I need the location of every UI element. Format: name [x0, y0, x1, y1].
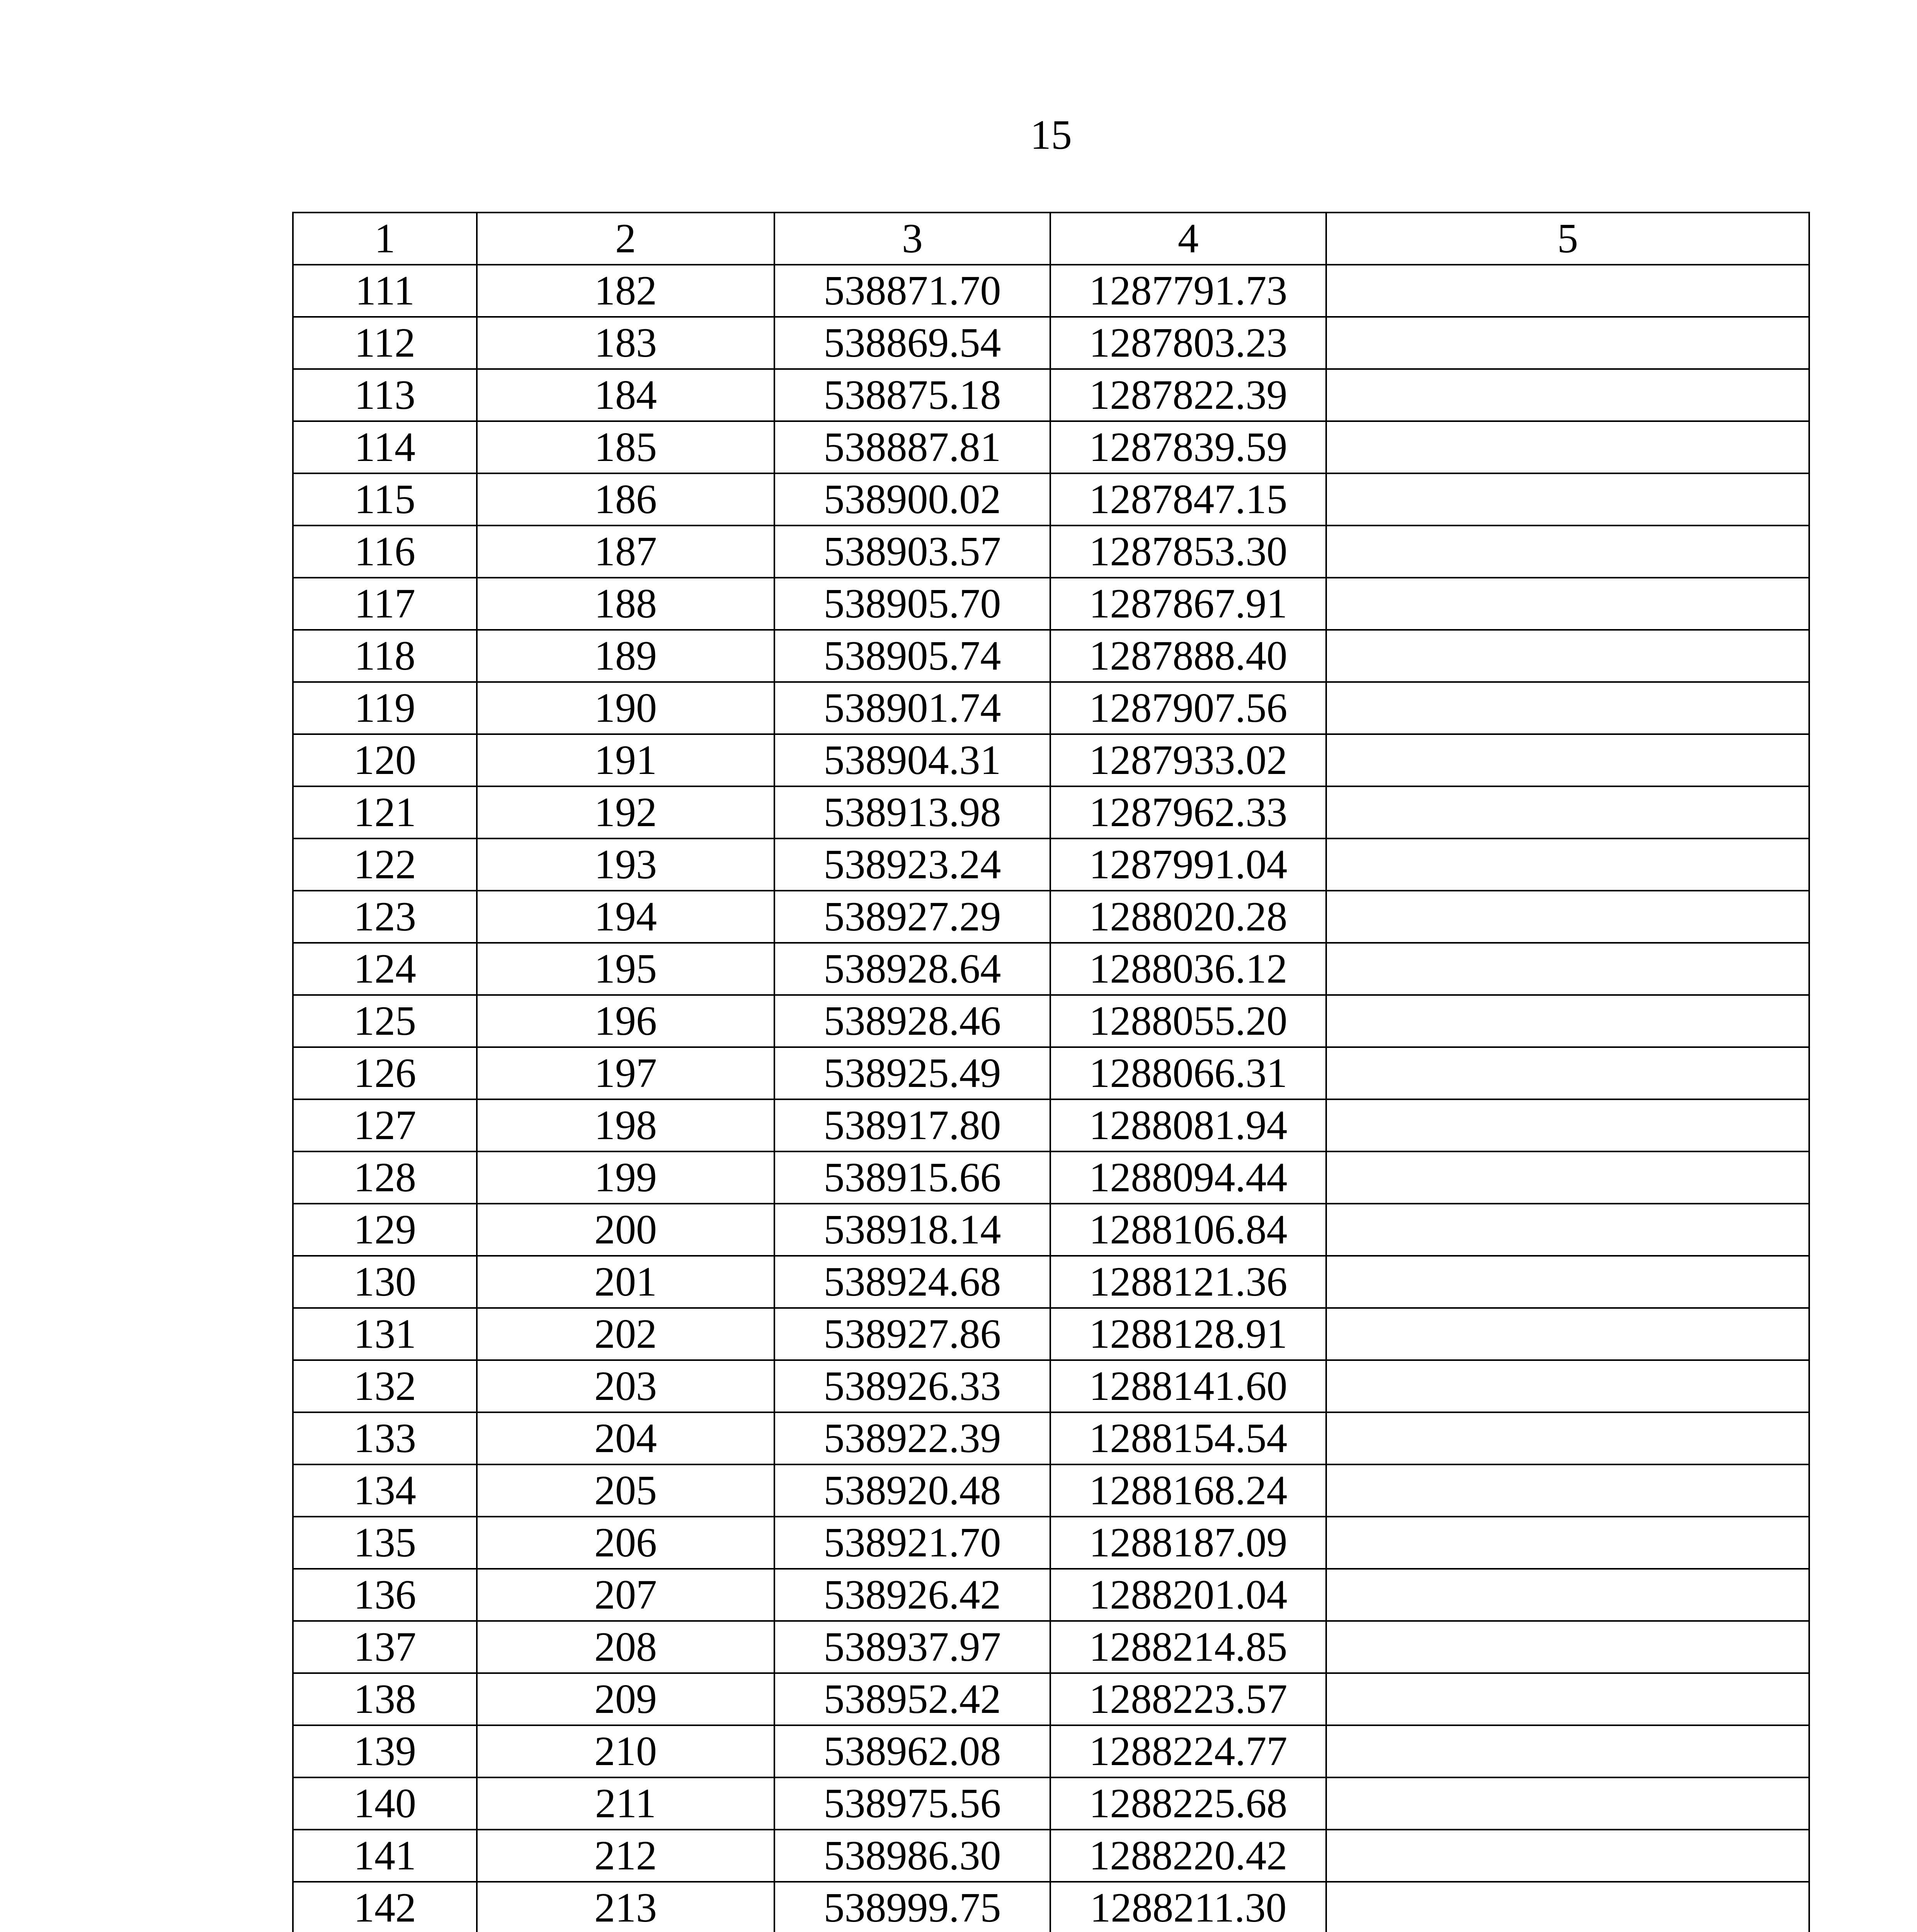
column-header-3: 3: [774, 213, 1050, 265]
cell-x-coordinate: 538901.74: [774, 682, 1050, 734]
cell-y-coordinate: 1288224.77: [1050, 1725, 1326, 1777]
cell-row-number: 123: [293, 891, 477, 943]
table-row: [293, 1621, 1809, 1673]
cell-y-coordinate: 1287907.56: [1050, 682, 1326, 734]
cell-x-coordinate: 538927.86: [774, 1308, 1050, 1360]
cell-note: [1326, 1830, 1809, 1882]
cell-note: [1326, 838, 1809, 891]
cell-row-number: 116: [293, 526, 477, 578]
table-row: [293, 1725, 1809, 1777]
cell-point-number: 207: [477, 1569, 774, 1621]
table-row: [293, 317, 1809, 369]
cell-x-coordinate: 538920.48: [774, 1464, 1050, 1517]
cell-point-number: 211: [477, 1777, 774, 1830]
cell-y-coordinate: 1288187.09: [1050, 1517, 1326, 1569]
cell-x-coordinate: 538922.39: [774, 1412, 1050, 1464]
cell-note: [1326, 1569, 1809, 1621]
cell-y-coordinate: 1287933.02: [1050, 734, 1326, 786]
column-header-1: 1: [293, 213, 477, 265]
cell-note: [1326, 786, 1809, 838]
table-row: [293, 1256, 1809, 1308]
cell-point-number: 187: [477, 526, 774, 578]
cell-note: [1326, 995, 1809, 1047]
cell-x-coordinate: 538917.80: [774, 1099, 1050, 1151]
cell-y-coordinate: 1288214.85: [1050, 1621, 1326, 1673]
table-row: [293, 630, 1809, 682]
cell-y-coordinate: 1287991.04: [1050, 838, 1326, 891]
cell-y-coordinate: 1288154.54: [1050, 1412, 1326, 1464]
table-row: [293, 421, 1809, 473]
cell-x-coordinate: 538952.42: [774, 1673, 1050, 1725]
cell-point-number: 197: [477, 1047, 774, 1099]
cell-row-number: 125: [293, 995, 477, 1047]
cell-point-number: 182: [477, 265, 774, 317]
cell-y-coordinate: 1288225.68: [1050, 1777, 1326, 1830]
cell-point-number: 186: [477, 473, 774, 526]
cell-y-coordinate: 1287853.30: [1050, 526, 1326, 578]
cell-y-coordinate: 1288036.12: [1050, 943, 1326, 995]
cell-point-number: 188: [477, 578, 774, 630]
cell-x-coordinate: 538875.18: [774, 369, 1050, 421]
table-row: [293, 265, 1809, 317]
cell-note: [1326, 1151, 1809, 1204]
coordinates-table: [292, 212, 1810, 1932]
cell-point-number: 203: [477, 1360, 774, 1412]
cell-x-coordinate: 538903.57: [774, 526, 1050, 578]
cell-note: [1326, 1308, 1809, 1360]
cell-y-coordinate: 1288081.94: [1050, 1099, 1326, 1151]
cell-x-coordinate: 538962.08: [774, 1725, 1050, 1777]
table-row: [293, 1464, 1809, 1517]
table-row: [293, 473, 1809, 526]
table-row: [293, 682, 1809, 734]
table-row: [293, 1569, 1809, 1621]
cell-x-coordinate: 538925.49: [774, 1047, 1050, 1099]
cell-y-coordinate: 1287839.59: [1050, 421, 1326, 473]
cell-x-coordinate: 538904.31: [774, 734, 1050, 786]
cell-note: [1326, 369, 1809, 421]
cell-note: [1326, 473, 1809, 526]
cell-x-coordinate: 538986.30: [774, 1830, 1050, 1882]
cell-x-coordinate: 538927.29: [774, 891, 1050, 943]
cell-point-number: 208: [477, 1621, 774, 1673]
cell-point-number: 196: [477, 995, 774, 1047]
cell-note: [1326, 630, 1809, 682]
cell-row-number: 131: [293, 1308, 477, 1360]
cell-point-number: 205: [477, 1464, 774, 1517]
cell-y-coordinate: 1288201.04: [1050, 1569, 1326, 1621]
cell-point-number: 206: [477, 1517, 774, 1569]
cell-x-coordinate: 538923.24: [774, 838, 1050, 891]
cell-y-coordinate: 1287962.33: [1050, 786, 1326, 838]
table-row: [293, 1360, 1809, 1412]
cell-point-number: 189: [477, 630, 774, 682]
cell-y-coordinate: 1287847.15: [1050, 473, 1326, 526]
cell-note: [1326, 734, 1809, 786]
cell-row-number: 119: [293, 682, 477, 734]
cell-point-number: 199: [477, 1151, 774, 1204]
cell-row-number: 126: [293, 1047, 477, 1099]
cell-x-coordinate: 538900.02: [774, 473, 1050, 526]
table-row: [293, 838, 1809, 891]
cell-point-number: 201: [477, 1256, 774, 1308]
cell-point-number: 194: [477, 891, 774, 943]
table-row: [293, 1412, 1809, 1464]
cell-y-coordinate: 1288220.42: [1050, 1830, 1326, 1882]
cell-point-number: 200: [477, 1204, 774, 1256]
cell-point-number: 184: [477, 369, 774, 421]
cell-note: [1326, 265, 1809, 317]
cell-y-coordinate: 1288106.84: [1050, 1204, 1326, 1256]
cell-row-number: 136: [293, 1569, 477, 1621]
column-header-5: 5: [1326, 213, 1809, 265]
table-row: [293, 943, 1809, 995]
cell-x-coordinate: 538905.70: [774, 578, 1050, 630]
cell-x-coordinate: 538937.97: [774, 1621, 1050, 1673]
cell-x-coordinate: 538913.98: [774, 786, 1050, 838]
cell-row-number: 138: [293, 1673, 477, 1725]
cell-row-number: 111: [293, 265, 477, 317]
cell-note: [1326, 1882, 1809, 1932]
table-row: [293, 1517, 1809, 1569]
cell-x-coordinate: 538928.46: [774, 995, 1050, 1047]
cell-note: [1326, 526, 1809, 578]
cell-note: [1326, 421, 1809, 473]
cell-note: [1326, 1673, 1809, 1725]
cell-x-coordinate: 538905.74: [774, 630, 1050, 682]
cell-x-coordinate: 538869.54: [774, 317, 1050, 369]
cell-note: [1326, 1099, 1809, 1151]
cell-y-coordinate: 1288128.91: [1050, 1308, 1326, 1360]
cell-note: [1326, 1360, 1809, 1412]
cell-note: [1326, 682, 1809, 734]
cell-point-number: 204: [477, 1412, 774, 1464]
cell-point-number: 190: [477, 682, 774, 734]
cell-y-coordinate: 1288211.30: [1050, 1882, 1326, 1932]
cell-note: [1326, 891, 1809, 943]
cell-x-coordinate: 538921.70: [774, 1517, 1050, 1569]
table-row: [293, 995, 1809, 1047]
cell-point-number: 213: [477, 1882, 774, 1932]
cell-note: [1326, 317, 1809, 369]
table-body: [293, 265, 1809, 1932]
cell-row-number: 113: [293, 369, 477, 421]
cell-y-coordinate: 1288168.24: [1050, 1464, 1326, 1517]
cell-note: [1326, 943, 1809, 995]
cell-point-number: 191: [477, 734, 774, 786]
cell-row-number: 115: [293, 473, 477, 526]
cell-x-coordinate: 538975.56: [774, 1777, 1050, 1830]
cell-note: [1326, 1256, 1809, 1308]
cell-note: [1326, 578, 1809, 630]
cell-note: [1326, 1777, 1809, 1830]
cell-x-coordinate: 538918.14: [774, 1204, 1050, 1256]
cell-x-coordinate: 538999.75: [774, 1882, 1050, 1932]
column-header-4: 4: [1050, 213, 1326, 265]
table-row: [293, 578, 1809, 630]
cell-row-number: 122: [293, 838, 477, 891]
table-row: [293, 1673, 1809, 1725]
cell-y-coordinate: 1287791.73: [1050, 265, 1326, 317]
cell-row-number: 112: [293, 317, 477, 369]
cell-y-coordinate: 1288121.36: [1050, 1256, 1326, 1308]
cell-point-number: 202: [477, 1308, 774, 1360]
cell-note: [1326, 1464, 1809, 1517]
cell-row-number: 140: [293, 1777, 477, 1830]
cell-point-number: 198: [477, 1099, 774, 1151]
cell-y-coordinate: 1288055.20: [1050, 995, 1326, 1047]
table-row: [293, 786, 1809, 838]
table-row: [293, 1308, 1809, 1360]
cell-y-coordinate: 1288094.44: [1050, 1151, 1326, 1204]
cell-y-coordinate: 1287822.39: [1050, 369, 1326, 421]
cell-note: [1326, 1204, 1809, 1256]
cell-row-number: 139: [293, 1725, 477, 1777]
table-row: [293, 1882, 1809, 1932]
cell-point-number: 209: [477, 1673, 774, 1725]
table-row: [293, 1047, 1809, 1099]
cell-point-number: 212: [477, 1830, 774, 1882]
cell-row-number: 135: [293, 1517, 477, 1569]
cell-x-coordinate: 538871.70: [774, 265, 1050, 317]
cell-row-number: 118: [293, 630, 477, 682]
cell-row-number: 128: [293, 1151, 477, 1204]
cell-y-coordinate: 1287888.40: [1050, 630, 1326, 682]
cell-y-coordinate: 1288020.28: [1050, 891, 1326, 943]
cell-y-coordinate: 1288066.31: [1050, 1047, 1326, 1099]
cell-note: [1326, 1725, 1809, 1777]
cell-row-number: 130: [293, 1256, 477, 1308]
cell-x-coordinate: 538915.66: [774, 1151, 1050, 1204]
table-row: [293, 734, 1809, 786]
cell-note: [1326, 1517, 1809, 1569]
cell-y-coordinate: 1287867.91: [1050, 578, 1326, 630]
page-number: 15: [1030, 112, 1072, 158]
cell-x-coordinate: 538887.81: [774, 421, 1050, 473]
cell-point-number: 195: [477, 943, 774, 995]
column-header-2: 2: [477, 213, 774, 265]
table-row: [293, 1151, 1809, 1204]
table-row: [293, 526, 1809, 578]
cell-row-number: 132: [293, 1360, 477, 1412]
cell-y-coordinate: 1288141.60: [1050, 1360, 1326, 1412]
table-row: [293, 1099, 1809, 1151]
cell-y-coordinate: 1287803.23: [1050, 317, 1326, 369]
cell-row-number: 142: [293, 1882, 477, 1932]
cell-row-number: 120: [293, 734, 477, 786]
cell-row-number: 137: [293, 1621, 477, 1673]
cell-row-number: 114: [293, 421, 477, 473]
cell-x-coordinate: 538924.68: [774, 1256, 1050, 1308]
cell-row-number: 124: [293, 943, 477, 995]
cell-row-number: 129: [293, 1204, 477, 1256]
cell-y-coordinate: 1288223.57: [1050, 1673, 1326, 1725]
cell-point-number: 210: [477, 1725, 774, 1777]
table-row: [293, 1830, 1809, 1882]
cell-row-number: 133: [293, 1412, 477, 1464]
cell-note: [1326, 1047, 1809, 1099]
cell-row-number: 121: [293, 786, 477, 838]
cell-x-coordinate: 538928.64: [774, 943, 1050, 995]
cell-row-number: 117: [293, 578, 477, 630]
cell-row-number: 134: [293, 1464, 477, 1517]
cell-row-number: 141: [293, 1830, 477, 1882]
cell-point-number: 192: [477, 786, 774, 838]
cell-point-number: 193: [477, 838, 774, 891]
table-header-row: [293, 213, 1809, 265]
cell-x-coordinate: 538926.33: [774, 1360, 1050, 1412]
cell-row-number: 127: [293, 1099, 477, 1151]
table-row: [293, 369, 1809, 421]
cell-point-number: 183: [477, 317, 774, 369]
cell-note: [1326, 1412, 1809, 1464]
table-row: [293, 1204, 1809, 1256]
table-row: [293, 1777, 1809, 1830]
table-row: [293, 891, 1809, 943]
cell-note: [1326, 1621, 1809, 1673]
cell-point-number: 185: [477, 421, 774, 473]
cell-x-coordinate: 538926.42: [774, 1569, 1050, 1621]
